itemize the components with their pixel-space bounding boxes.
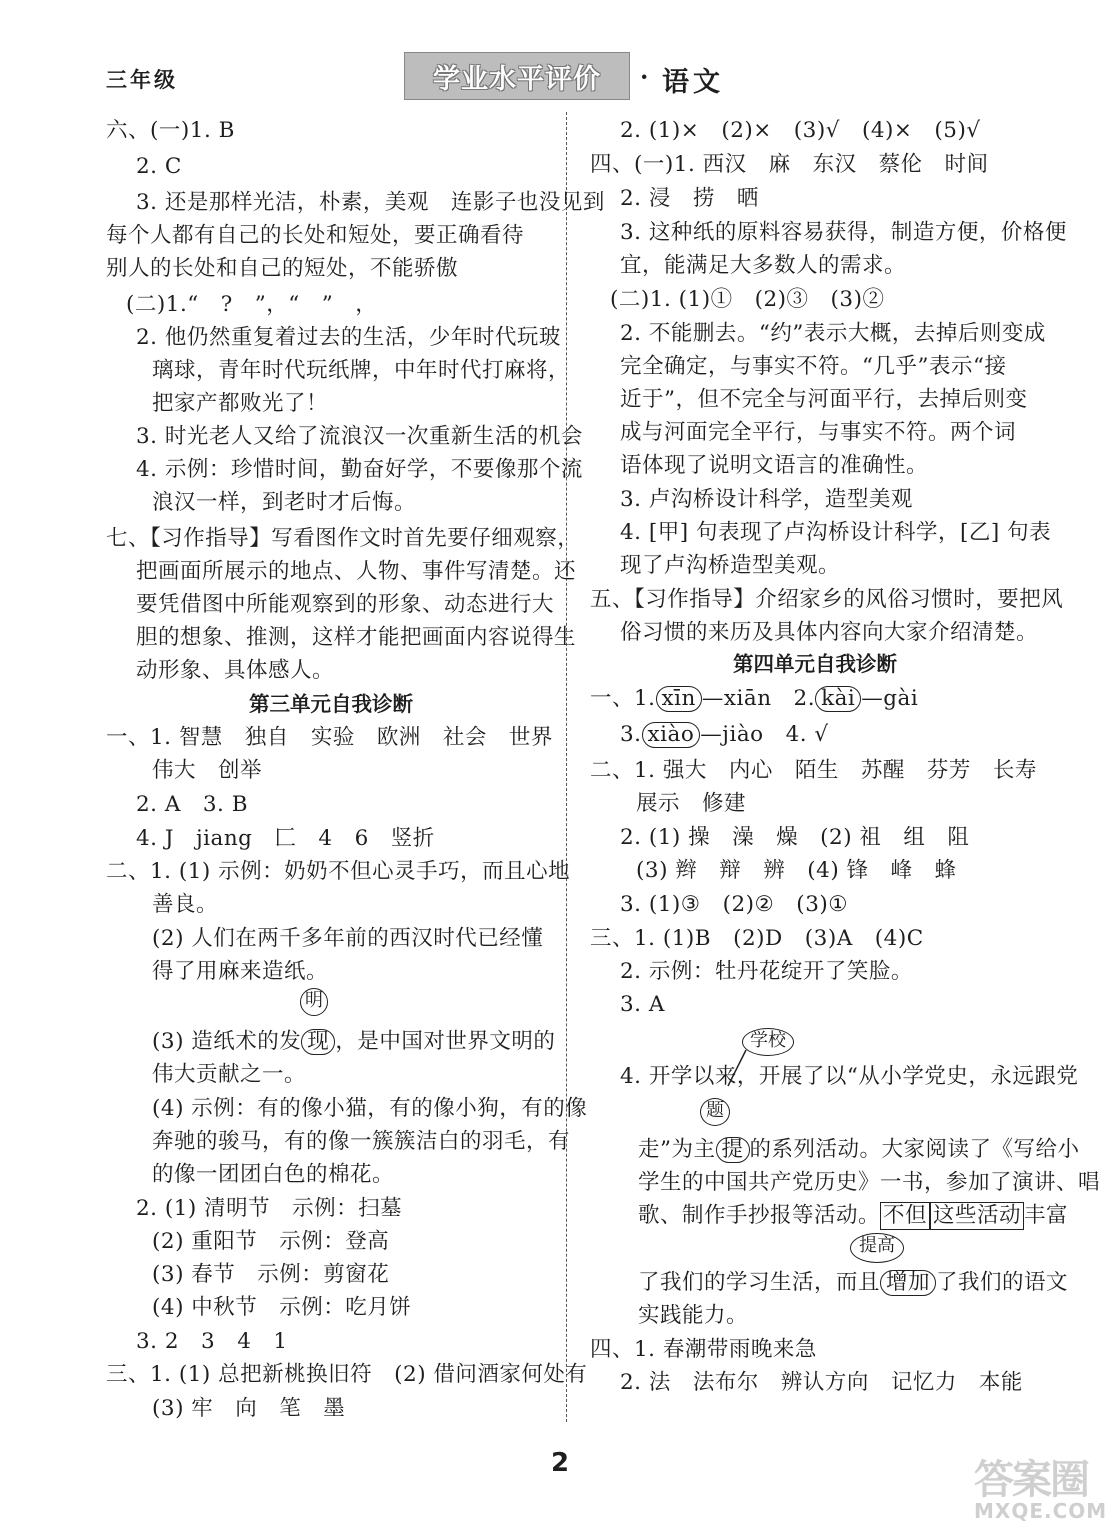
answer-line: (3) 牢 向 笔 墨 xyxy=(152,1396,346,1421)
answer-line: 俗习惯的来历及具体内容向大家介绍清楚。 xyxy=(620,620,1039,645)
answer-line: 完全确定，与事实不符。“几乎”表示“接 xyxy=(620,354,1007,379)
answer-line: 二、1. 强大 内心 陌生 苏醒 芬芳 长寿 xyxy=(590,758,1037,783)
circled-pinyin: kài xyxy=(815,686,861,712)
answer-line: 一、1. xīn —xiān 2. kài —gài xyxy=(590,686,919,711)
answer-line: 2. 浸 捞 晒 xyxy=(620,186,759,211)
answer-line: 实践能力。 xyxy=(638,1303,749,1328)
answer-line: 2. (1)× (2)× (3)√ (4)× (5)√ xyxy=(620,118,981,143)
answer-line: 二、1. (1) 示例：奶奶不但心灵手巧，而且心地 xyxy=(106,859,571,884)
answer-line: 别人的长处和自己的短处，不能骄傲 xyxy=(106,256,459,281)
answer-line: 展示 修建 xyxy=(636,791,747,816)
answer-line: 歌、制作手抄报等活动。 不但 这些活动 丰富 xyxy=(638,1203,1069,1228)
answer-line: 四、1. 春潮带雨晚来急 xyxy=(590,1337,817,1362)
answer-line: 3. 还是那样光洁，朴素，美观 连影子也没见到 xyxy=(136,190,605,215)
circled-word: 增加 xyxy=(880,1270,936,1296)
grade-label: 三年级 xyxy=(106,68,178,92)
answer-line: 动形象、具体感人。 xyxy=(136,658,335,683)
series-banner: 学业水平评价 xyxy=(404,52,630,100)
answer-line: 3. 时光老人又给了流浪汉一次重新生活的机会 xyxy=(136,424,583,449)
watermark-sub-text: MXQE.COM xyxy=(974,1499,1108,1523)
boxed-word: 这些活动 xyxy=(930,1202,1024,1230)
answer-line: 宜，能满足大多数人的需求。 xyxy=(620,253,907,278)
answer-line: 4. J jiang 匚 4 6 竖折 xyxy=(136,826,435,851)
answer-line: (4) 中秋节 示例：吃月饼 xyxy=(152,1295,412,1320)
answer-line: 3. (1)③ (2)② (3)① xyxy=(620,892,849,917)
answer-line: 3. 卢沟桥设计科学，造型美观 xyxy=(620,487,913,512)
answer-line: 2. 示例：牡丹花绽开了笑脸。 xyxy=(620,959,913,984)
answer-line: 2. 不能删去。“约”表示大概，去掉后则变成 xyxy=(620,321,1046,346)
answer-line: (2) 人们在两千多年前的西汉时代已经懂 xyxy=(152,926,544,951)
answer-line: 近于”，但不完全与河面平行，去掉后则变 xyxy=(620,387,1028,412)
answer-line: 2. (1) 清明节 示例：扫墓 xyxy=(136,1196,403,1221)
answer-line: 了我们的学习生活，而且 增加 了我们的语文 xyxy=(638,1270,1069,1295)
answer-line: 七、【习作指导】写看图作文时首先要仔细观察， xyxy=(106,526,580,551)
answer-line: 3. 这种纸的原料容易获得，制造方便，价格便 xyxy=(620,220,1067,245)
answer-line: 四、(一)1. 西汉 麻 东汉 蔡伦 时间 xyxy=(590,152,989,177)
answer-line: 现了卢沟桥造型美观。 xyxy=(620,553,841,578)
answer-line: 得了用麻来造纸。 xyxy=(152,959,329,984)
answer-line: 胆的想象、推测，这样才能把画面内容说得生 xyxy=(136,625,577,650)
answer-line: 一、1. 智慧 独自 实验 欧洲 社会 世界 xyxy=(106,725,553,750)
answer-line: 伟大 创举 xyxy=(152,758,263,783)
answer-line: 3. xiào —jiào 4. √ xyxy=(620,722,829,747)
correction-note: 题 xyxy=(700,1098,730,1126)
answer-line: 五、【习作指导】介绍家乡的风俗习惯时，要把风 xyxy=(590,587,1064,612)
answer-line: 三、1. (1)B (2)D (3)A (4)C xyxy=(590,926,924,951)
answer-line: (2) 重阳节 示例：登高 xyxy=(152,1229,390,1254)
page-number: 2 xyxy=(550,1448,570,1478)
answer-line: 2. C xyxy=(136,154,182,179)
answer-line: 善良。 xyxy=(152,892,219,917)
answer-line: (4) 示例：有的像小猫，有的像小狗，有的像 xyxy=(152,1096,588,1121)
answer-line: (3) 造纸术的发 现 ，是中国对世界文明的 xyxy=(152,1029,556,1054)
column-divider xyxy=(566,112,567,1422)
answer-line: 六、(一)1. B xyxy=(106,118,235,143)
watermark-main-text: 答案圈 xyxy=(974,1457,1088,1503)
answer-line: (3) 辫 辩 辨 (4) 锋 峰 蜂 xyxy=(636,858,957,883)
answer-line: 把画面所展示的地点、人物、事件写清楚。还 xyxy=(136,559,577,584)
answer-line: (二)1.“ ? ”，“ ” ， xyxy=(126,292,378,317)
answer-line: 每个人都有自己的长处和短处，要正确看待 xyxy=(106,223,525,248)
answer-line: 走”为主 提 的系列活动。大家阅读了《写给小 xyxy=(638,1137,1080,1162)
watermark-logo xyxy=(974,1448,1114,1528)
circled-pinyin: xiào xyxy=(642,722,701,748)
answer-line: 2. 法 法布尔 辨认方向 记忆力 本能 xyxy=(620,1370,1023,1395)
answer-line: 璃球，青年时代玩纸牌，中年时代打麻将， xyxy=(152,358,571,383)
answer-line: 要凭借图中所能观察到的形象、动态进行大 xyxy=(136,592,555,617)
answer-line: 学生的中国共产党历史》一书，参加了演讲、唱 xyxy=(638,1170,1101,1195)
answer-line: 2. 他仍然重复着过去的生活，少年时代玩玻 xyxy=(136,325,561,350)
answer-line: (二)1. (1)① (2)③ (3)② xyxy=(610,287,885,312)
answer-line: 浪汉一样，到老时才后悔。 xyxy=(152,490,417,515)
answer-line: 伟大贡献之一。 xyxy=(152,1062,307,1087)
answer-line: 4. 示例：珍惜时间，勤奋好学，不要像那个流 xyxy=(136,457,583,482)
answer-line: 2. (1) 操 澡 燥 (2) 祖 组 阻 xyxy=(620,825,970,850)
answer-line: 的像一团团白色的棉花。 xyxy=(152,1162,395,1187)
header-separator: · xyxy=(640,62,649,91)
circled-pinyin: xīn xyxy=(656,686,702,712)
subject-label: 语文 xyxy=(662,67,724,98)
boxed-word: 不但 xyxy=(880,1202,930,1230)
circled-word: 提 xyxy=(716,1137,750,1163)
answer-line: 语体现了说明文语言的准确性。 xyxy=(620,453,929,478)
answer-line: 成与河面完全平行，与事实不符。两个词 xyxy=(620,420,1017,445)
answer-line: (3) 春节 示例：剪窗花 xyxy=(152,1262,390,1287)
answer-line: 把家产都败光了！ xyxy=(152,391,329,416)
correction-note: 学校 xyxy=(742,1028,794,1056)
correction-note: 提高 xyxy=(850,1233,904,1263)
answer-line: 4. [甲] 句表现了卢沟桥设计科学，[乙] 句表 xyxy=(620,520,1052,545)
answer-line: 3. A xyxy=(620,992,665,1017)
answer-line: 3. 2 3 4 1 xyxy=(136,1329,288,1354)
section-title-unit3: 第三单元自我诊断 xyxy=(249,692,413,716)
answer-line: 4. 开学以来，开展了以“从小学党史，永远跟党 xyxy=(620,1064,1079,1089)
answer-line: 2. A 3. B xyxy=(136,792,249,817)
answer-line: 三、1. (1) 总把新桃换旧符 (2) 借问酒家何处有 xyxy=(106,1362,588,1387)
answer-line: 奔驰的骏马，有的像一簇簇洁白的羽毛，有 xyxy=(152,1129,571,1154)
correction-note: 明 xyxy=(300,988,328,1016)
section-title-unit4: 第四单元自我诊断 xyxy=(733,652,897,676)
circled-word: 现 xyxy=(301,1029,335,1055)
